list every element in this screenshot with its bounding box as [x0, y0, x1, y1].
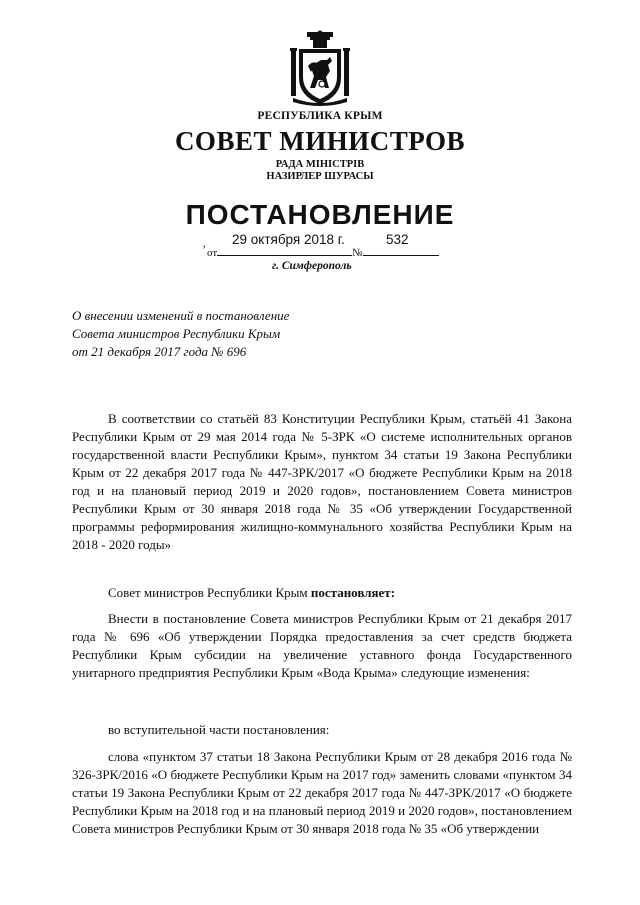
date-prefix: от: [207, 247, 218, 259]
city: г. Симферополь: [272, 260, 352, 272]
paragraph-text: слова «пунктом 37 статьи 18 Закона Республики Крым от 28 декабря 2016 года № 326-ЗРК/2016 «О бюджете Республики Крым на 2017 год» заменить словами «пунктом 34 статьи 19 Закона Республики Крым от 22 декабря 2017 года № 447-ЗРК/2017 «О бюджете Республики Крым на 2018 год и на плановый период 2019 и 2020 годов», постановлением Совета министров Республики Крым от 30 января 2018 года № 35 «Об утверждении: [72, 749, 572, 836]
number-prefix: №: [352, 247, 363, 259]
crimea-coat-of-arms-icon: [289, 30, 351, 106]
subject-line: О внесении изменений в постановление: [72, 308, 290, 323]
paragraph-words: [72, 748, 572, 838]
decree-number: 532: [386, 232, 409, 247]
subject-line: Совета министров Республики Крым: [72, 326, 281, 341]
paragraph-text: [72, 584, 572, 602]
decree-subject: [72, 307, 289, 361]
republic-name: РЕСПУБЛИКА КРЫМ: [257, 110, 383, 122]
number-underline: [363, 245, 439, 256]
date-underline: [217, 245, 352, 256]
council-name-crimean-tatar: НАЗИРЛЕР ШУРАСЫ: [266, 171, 374, 182]
handwritten-tick: ,: [203, 236, 207, 250]
council-name-ukrainian: РАДА МІНІСТРІВ: [275, 159, 365, 170]
paragraph-text: В соответствии со статьёй 83 Конституции Республики Крым, статьёй 41 Закона Республики Крым от 29 мая 2014 года № 5-ЗРК «О системе исполнительных органов государственной власти Республики Крым», пунктом 34 статьи 19 Закона Республики Крым от 22 декабря 2017 года № 447-ЗРК/2017 «О бюджете Республики Крым на 2018 год и на плановый период 2019 и 2020 годов», постановлением Совета министров Республики Крым от 30 января 2018 года № 35 «Об утверждении Государственной программы реформирования жилищно-коммунального хозяйства Республики Крым на 2018 - 2020 годы»: [72, 411, 572, 552]
resolves-keyword: постановляет:: [310, 585, 396, 600]
decree-title: ПОСТАНОВЛЕНИЕ: [185, 199, 455, 230]
paragraph-text: во вступительной части постановления:: [108, 722, 330, 737]
paragraph-text: Внести в постановление Совета министров Республики Крым от 21 декабря 2017 года № 696 «Об утверждении Порядка предоставления за счет средств бюджета Республики Крым субсидии на увеличение уставного фонда Государственного унитарного предприятия Республики Крым «Вода Крыма» следующие изменения:: [72, 611, 572, 680]
council-name: СОВЕТ МИНИСТРОВ: [174, 126, 466, 156]
paragraph-resolves: [72, 584, 572, 602]
paragraph-intro-part: [72, 721, 572, 739]
decree-date: 29 октября 2018 г.: [232, 232, 345, 247]
paragraph-preamble: [72, 410, 572, 554]
date-number-line: [207, 245, 439, 259]
resolves-lead: Совет министров Республики Крым: [108, 585, 311, 600]
paragraph-amend: [72, 610, 572, 682]
subject-line: от 21 декабря 2017 года № 696: [72, 344, 247, 359]
